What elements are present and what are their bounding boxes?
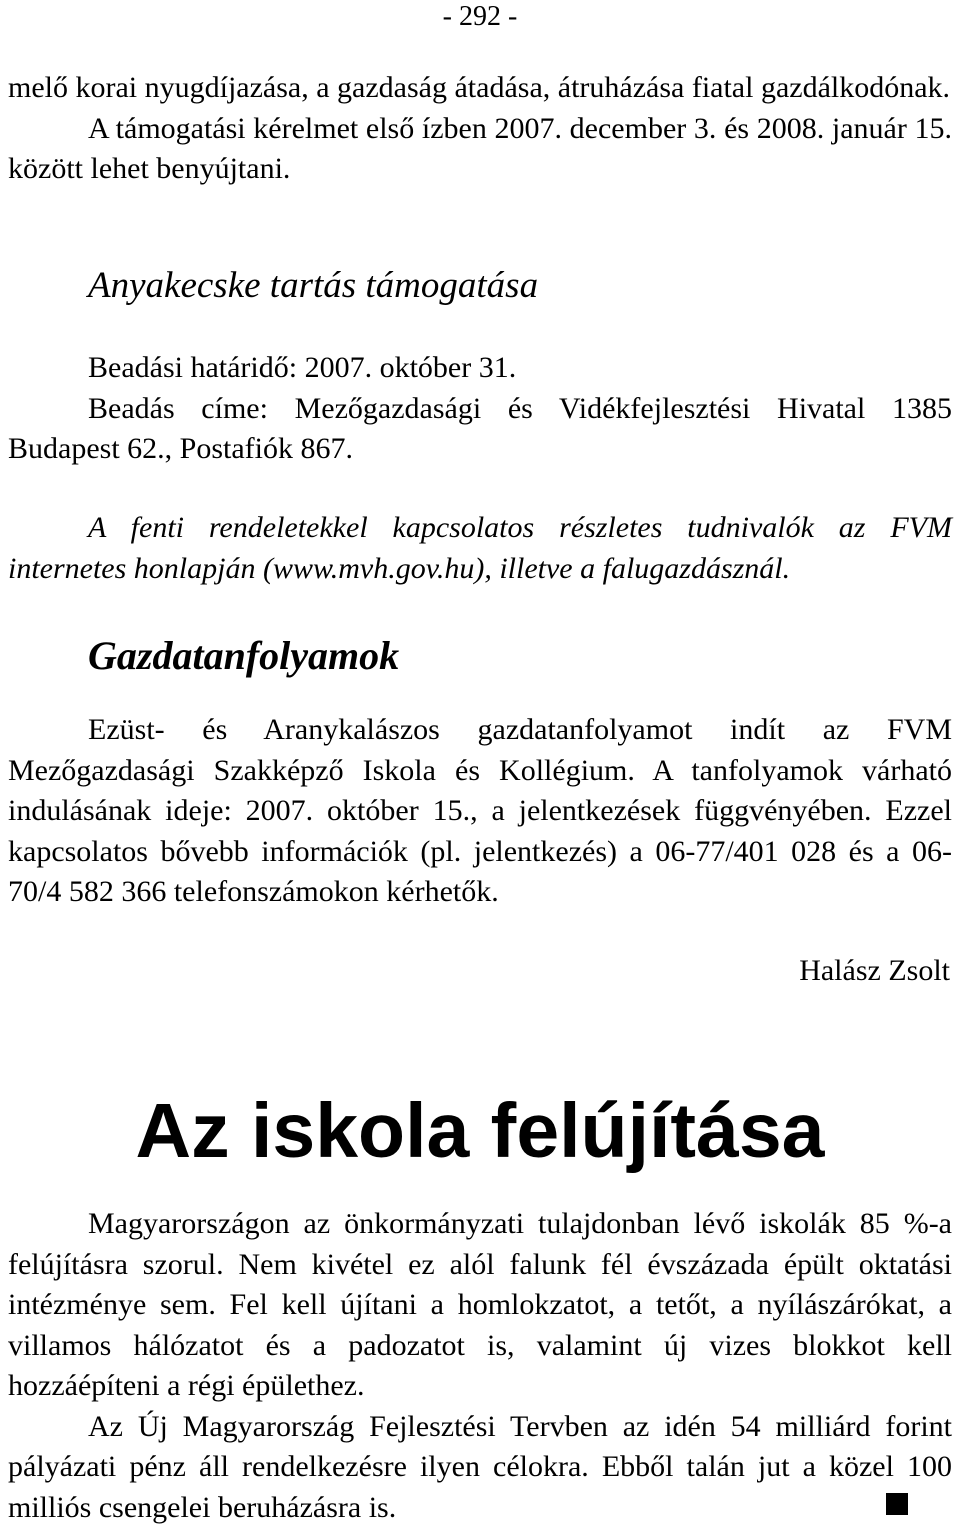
section1-text xyxy=(8,68,952,190)
renovation-paragraph-2-text: Az Új Magyarország Fejlesztési Tervben az idén 54 milliárd forint pályázati pénz áll rendelkezésre ilyen célokra. Ebből talán jut a közel 100 milliós csengelei beruházásra is. xyxy=(8,1409,952,1524)
goat-support-heading: Anyakecske tartás támogatása xyxy=(88,265,539,306)
courses-paragraph: Ezüst- és Aranykalászos gazdatanfolyamot indít az FVM Mezőgazdasági Szakképző Iskola és Kollégium. A tanfolyamok várható indulásának ideje: 2007. október 15., a jelentkezések függvényében. Ezzel kapcsolatos bővebb információk (pl. jelentkezés) a 06-77/401 028 és a 06-70/4 582 366 telefonszámokon kérhetők. xyxy=(8,713,952,908)
section2-text xyxy=(8,348,952,470)
page-number: - 292 - xyxy=(442,1,518,32)
submission-deadline: Beadási határidő: 2007. október 31. xyxy=(88,351,517,384)
regulation-note: A fenti rendeletekkel kapcsolatos részletes tudnivalók az FVM internetes honlapján (www.mvh.gov.hu), illetve a falugazdásznál. xyxy=(8,511,952,585)
renovation-text xyxy=(8,1204,952,1528)
renovation-paragraph-2 xyxy=(8,1407,952,1529)
section2-note xyxy=(8,508,952,589)
end-of-article-mark-icon xyxy=(886,1493,908,1515)
section1-paragraph-2: A támogatási kérelmet első ízben 2007. december 3. és 2008. január 15. között lehet benyújtani. xyxy=(8,111,952,185)
courses-text xyxy=(8,710,952,913)
section1-paragraph-1: melő korai nyugdíjazása, a gazdaság átadása, átruházása fiatal gazdálkodónak. xyxy=(8,71,951,104)
article-title: Az iskola felújítása xyxy=(135,1088,825,1174)
submission-address: Beadás címe: Mezőgazdasági és Vidékfejlesztési Hivatal 1385 Budapest 62., Postafiók 867. xyxy=(8,391,952,465)
renovation-paragraph-1: Magyarországon az önkormányzati tulajdonban lévő iskolák 85 %-a felújításra szorul. Nem kivétel ez alól falunk fél évszázada épült oktatási intézménye sem. Fel kell újítani a homlokzatot, a tetőt, a nyílászárókat, a villamos hálózatot és a padozatot is, valamint új vizes blokkot kell hozzáépíteni a régi épülethez. xyxy=(8,1207,952,1402)
author-name: Halász Zsolt xyxy=(799,954,950,987)
courses-heading: Gazdatanfolyamok xyxy=(88,633,400,678)
